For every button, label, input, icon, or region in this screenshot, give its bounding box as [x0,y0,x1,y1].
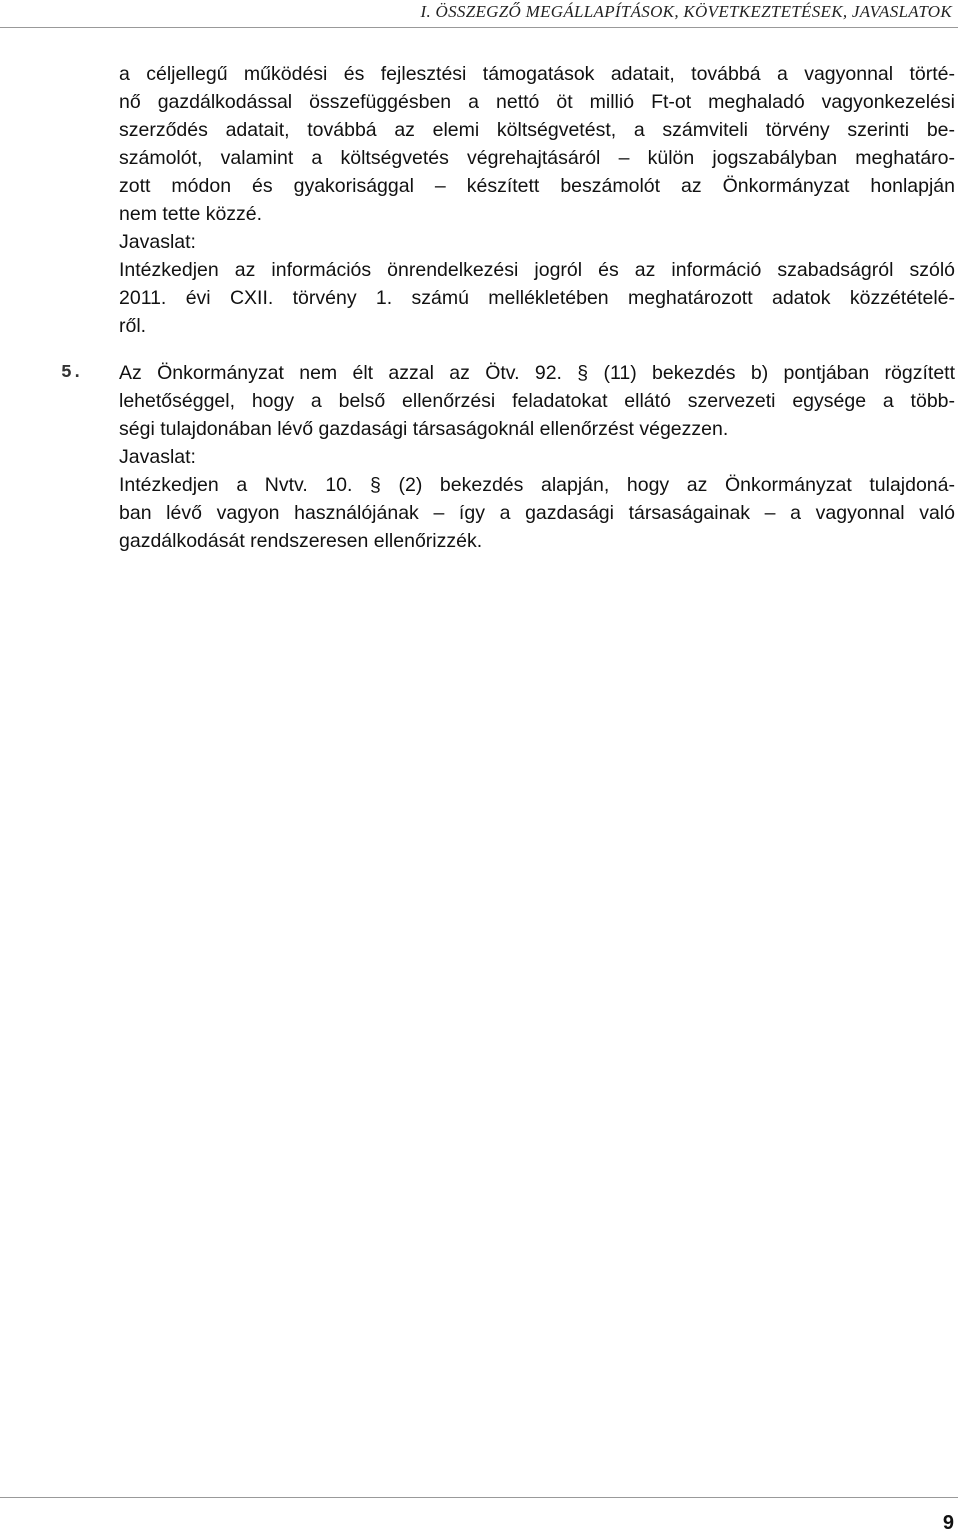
text-line: szerződés adatait, továbbá az elemi költségvetést, a számviteli törvény szerinti be- [119,119,955,141]
paragraph-recommendation [119,256,955,340]
recommendation-label: Javaslat: [119,446,196,468]
text-line: nem tette közzé. [119,203,263,225]
paragraph-findings [119,60,955,228]
footer-divider [0,1497,958,1498]
recommendation-label: Javaslat: [119,231,196,253]
text-line: 2011. évi CXII. törvény 1. számú mellékletében meghatározott adatok közzétételé- [119,287,955,309]
document-body [61,60,955,555]
item-number: 5. [61,363,83,383]
text-line: ban lévő vagyon használójának – így a gazdasági társaságainak – a vagyonnal való [119,502,955,524]
text-line: lehetőséggel, hogy a belső ellenőrzési feladatokat ellátó szervezeti egysége a több- [119,390,955,412]
running-header [0,0,958,28]
text-line: Intézkedjen az információs önrendelkezési jogról és az információ szabadságról szóló [119,259,955,281]
paragraph-recommendation [119,471,955,555]
chapter-title: I. ÖSSZEGZŐ MEGÁLLAPÍTÁSOK, KÖVETKEZTETÉSEK, JAVASLATOK [420,2,952,21]
text-line: Az Önkormányzat nem élt azzal az Ötv. 92. § (11) bekezdés b) pontjában rögzített [119,362,955,384]
finding-item-5 [61,359,955,443]
text-line: Intézkedjen a Nvtv. 10. § (2) bekezdés alapján, hogy az Önkormányzat tulajdoná- [119,474,955,496]
text-line: a céljellegű működési és fejlesztési támogatások adatait, továbbá a vagyonnal törté- [119,63,955,85]
text-line: számolót, valamint a költségvetés végrehajtásáról – külön jogszabályban meghatáro- [119,147,955,169]
text-line: zott módon és gyakorisággal – készített beszámolót az Önkormányzat honlapján [119,175,955,197]
page-number: 9 [942,1512,954,1534]
text-line: gazdálkodását rendszeresen ellenőrizzék. [119,530,483,552]
text-line: nő gazdálkodással összefüggésben a nettó öt millió Ft-ot meghaladó vagyonkezelési [119,91,955,113]
text-line: ről. [119,315,147,337]
text-line: ségi tulajdonában lévő gazdasági társaságoknál ellenőrzést végezzen. [119,418,729,440]
